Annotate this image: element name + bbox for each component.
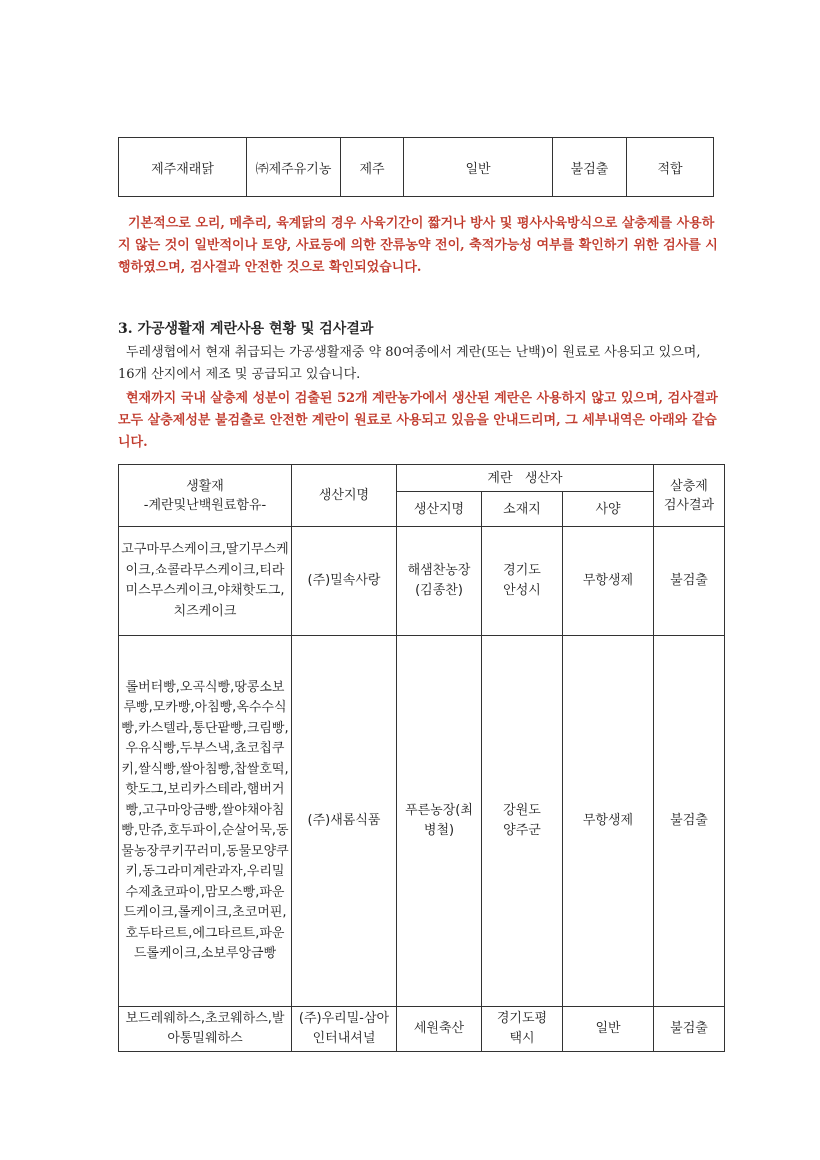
- table-row: [119, 138, 714, 197]
- header-location: 소재지: [482, 492, 563, 527]
- cell-result: 불검출: [654, 1007, 725, 1052]
- egg-usage-table: [118, 464, 725, 1052]
- cell-spec: 무항생제: [563, 636, 654, 1007]
- top-result-table: [118, 137, 714, 197]
- header-egg-producer: 생산지명: [397, 492, 482, 527]
- header-producer: 생산지명: [292, 465, 397, 527]
- header-spec: 사양: [563, 492, 654, 527]
- cell-producer: ㈜제주유기농: [247, 138, 341, 197]
- intro-paragraph: 두레생협에서 현재 취급되는 가공생활재중 약 80여종에서 계란(또는 난백)이 원료로 사용되고 있으며, 16개 산지에서 제조 및 공급되고 있습니다.: [118, 345, 701, 382]
- header-result: 살충제 검사결과: [654, 465, 725, 527]
- note-paragraph-2: 현재까지 국내 살충제 성분이 검출된 52개 계란농가에서 생산된 계란은 사용하지 않고 있으며, 검사결과 모두 살충제성분 불검출로 안전한 계란이 원료로 사용되고 있음을 안내드리며, 그 세부내역은 아래와 같습니다.: [118, 391, 718, 450]
- section-heading: 3. 가공생활재 계란사용 현황 및 검사결과: [118, 321, 374, 337]
- table-row: [119, 527, 725, 636]
- cell-location: 강원도 양주군: [482, 636, 563, 1007]
- cell-result: 불검출: [654, 636, 725, 1007]
- cell-judgement: 적합: [627, 138, 714, 197]
- cell-egg-producer: 해샘찬농장(김종찬): [397, 527, 482, 636]
- table-row: [119, 636, 725, 1007]
- cell-location: 경기도평 택시: [482, 1007, 563, 1052]
- cell-product: 제주재래닭: [119, 138, 247, 197]
- cell-product: 고구마무스케이크,딸기무스케이크,쇼콜라무스케이크,티라미스무스케이크,야채핫도그,치즈케이크: [119, 527, 292, 636]
- cell-result: 불검출: [654, 527, 725, 636]
- cell-spec: 무항생제: [563, 527, 654, 636]
- cell-producer: (주)우리밀-삼아인터내셔널: [292, 1007, 397, 1052]
- cell-region: 제주: [341, 138, 404, 197]
- table-row: [119, 1007, 725, 1052]
- cell-location: 경기도 안성시: [482, 527, 563, 636]
- header-egg-producer-group: 계란 생산자: [397, 465, 654, 492]
- table-header-row: [119, 465, 725, 492]
- cell-egg-producer: 푸른농장(최병철): [397, 636, 482, 1007]
- cell-producer: (주)밀속사랑: [292, 527, 397, 636]
- cell-spec: 일반: [404, 138, 553, 197]
- note-paragraph-1: 기본적으로 오리, 메추리, 육계닭의 경우 사육기간이 짧거나 방사 및 평사사육방식으로 살충제를 사용하지 않는 것이 일반적이나 토양, 사료등에 의한 잔류농약 전이, 축적가능성 여부를 확인하기 위한 검사를 시행하였으며, 검사결과 안전한 것으로 확인되었습니다.: [118, 216, 718, 275]
- header-product: 생활재 -계란및난백원료함유-: [119, 465, 292, 527]
- cell-product: 롤버터빵,오곡식빵,땅콩소보루빵,모카빵,아침빵,옥수수식빵,카스텔라,통단팥빵,크림빵,우유식빵,두부스낵,쵸코칩쿠키,쌀식빵,쌀아침빵,찹쌀호떡,핫도그,보리카스테라,햄버거빵,고구마앙금빵,쌀야채아침빵,만쥬,호두파이,순살어묵,동물농장쿠키꾸러미,동물모양쿠키,동그라미계란과자,우리밀수제쵸코파이,맘모스빵,파운드케이크,롤케이크,초코머핀,호두타르트,에그타르트,파운드롤케이크,소보루앙금빵: [119, 636, 292, 1007]
- cell-egg-producer: 세원축산: [397, 1007, 482, 1052]
- cell-spec: 일반: [563, 1007, 654, 1052]
- cell-result: 불검출: [553, 138, 627, 197]
- cell-producer: (주)새롬식품: [292, 636, 397, 1007]
- cell-product: 보드레웨하스,초코웨하스,발아통밀웨하스: [119, 1007, 292, 1052]
